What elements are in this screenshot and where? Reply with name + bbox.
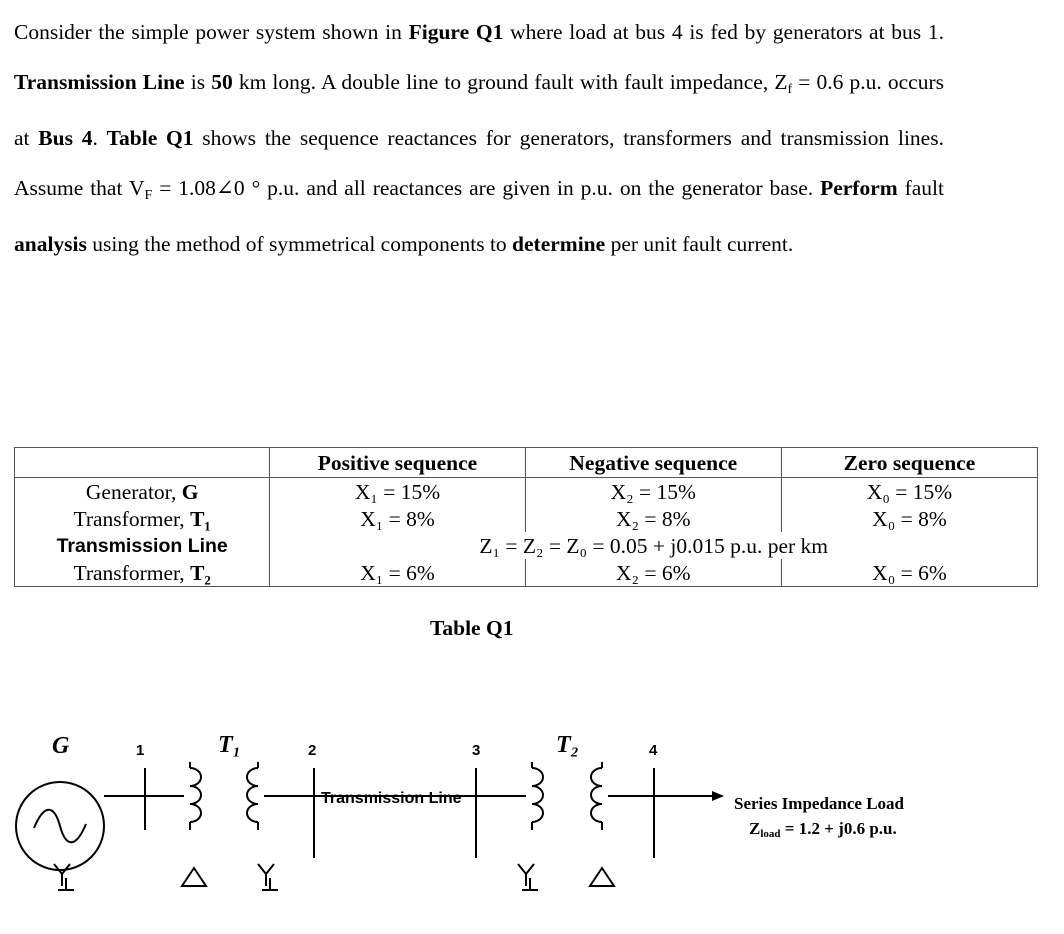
table-row-transformer-t1 — [15, 505, 1038, 532]
bus-1-label: 1 — [136, 742, 145, 759]
table-caption: Table Q1 — [430, 616, 514, 640]
t2-delta-icon — [590, 868, 614, 886]
row-label-t1: Transformer, T₁ — [15, 505, 270, 532]
sequence-reactance-table — [14, 447, 1038, 587]
table-row-transmission-line — [15, 532, 1038, 559]
t1-label: T₁ — [218, 732, 242, 758]
transmission-line-label: Transmission Line — [321, 790, 462, 807]
power-system-diagram — [0, 700, 1064, 934]
generator-label: G — [52, 733, 70, 759]
t2-primary-coil — [532, 768, 543, 822]
t1-secondary-coil — [247, 768, 258, 822]
load-arrow-icon — [712, 791, 724, 801]
header-positive-sequence: Positive sequence — [270, 448, 525, 478]
header-negative-sequence: Negative sequence — [525, 448, 781, 478]
header-empty — [15, 448, 270, 478]
bus-4-label: 4 — [649, 742, 658, 759]
cell-t2-positive: X₁ = 6% — [270, 559, 525, 587]
cell-t1-negative: X₂ = 8% — [525, 505, 781, 532]
cell-t1-positive: X₁ = 8% — [270, 505, 525, 532]
t2-secondary-coil — [591, 768, 602, 822]
load-impedance: Zload = 1.2 + j0.6 p.u. — [749, 819, 897, 840]
t2-label: T₂ — [556, 732, 580, 758]
cell-line-impedance: Z₁ = Z₂ = Z₀ = 0.05 + j0.015 p.u. per km — [270, 532, 1038, 559]
question-paragraph: Consider the simple power system shown in Figure Q1 where load at bus 4 is fed by generators at bus 1. Transmission Line is 50 km long. A double line to ground fault with fault impedance, $Z_f = 0.6$ p.u. occurs at Bus 4. Table Q1 shows the sequence reactances for generators, transformers and transmission lines. Assume that $V_F$ = 1.08∠0 ° p.u. and all reactances are given in p.u. on the generator base. Perform fault analysis using the method of symmetrical components to determine per unit fault current. — [14, 20, 945, 256]
sine-wave-icon — [34, 810, 86, 843]
cell-t1-zero: X₀ = 8% — [781, 505, 1037, 532]
t1-delta-icon — [182, 868, 206, 886]
header-zero-sequence: Zero sequence — [781, 448, 1037, 478]
cell-t2-zero: X₀ = 6% — [781, 559, 1037, 587]
cell-gen-zero: X₀ = 15% — [781, 478, 1037, 506]
cell-t2-negative: X₂ = 6% — [525, 559, 781, 587]
bus-2-label: 2 — [308, 742, 317, 759]
t1-grounded-wye-icon — [258, 864, 278, 890]
cell-gen-negative: X₂ = 15% — [525, 478, 781, 506]
row-label-t2: Transformer, T₂ — [15, 559, 270, 587]
table-header-row — [15, 448, 1038, 478]
table-row-transformer-t2 — [15, 559, 1038, 587]
t2-grounded-wye-icon — [518, 864, 538, 890]
table-row-generator — [15, 478, 1038, 506]
cell-gen-positive: X₁ = 15% — [270, 478, 525, 506]
t1-primary-coil — [190, 768, 201, 822]
load-title: Series Impedance Load — [734, 794, 904, 813]
row-label-generator: Generator, G — [15, 478, 270, 506]
row-label-transmission-line: Transmission Line — [15, 532, 270, 559]
bus-3-label: 3 — [472, 742, 481, 759]
